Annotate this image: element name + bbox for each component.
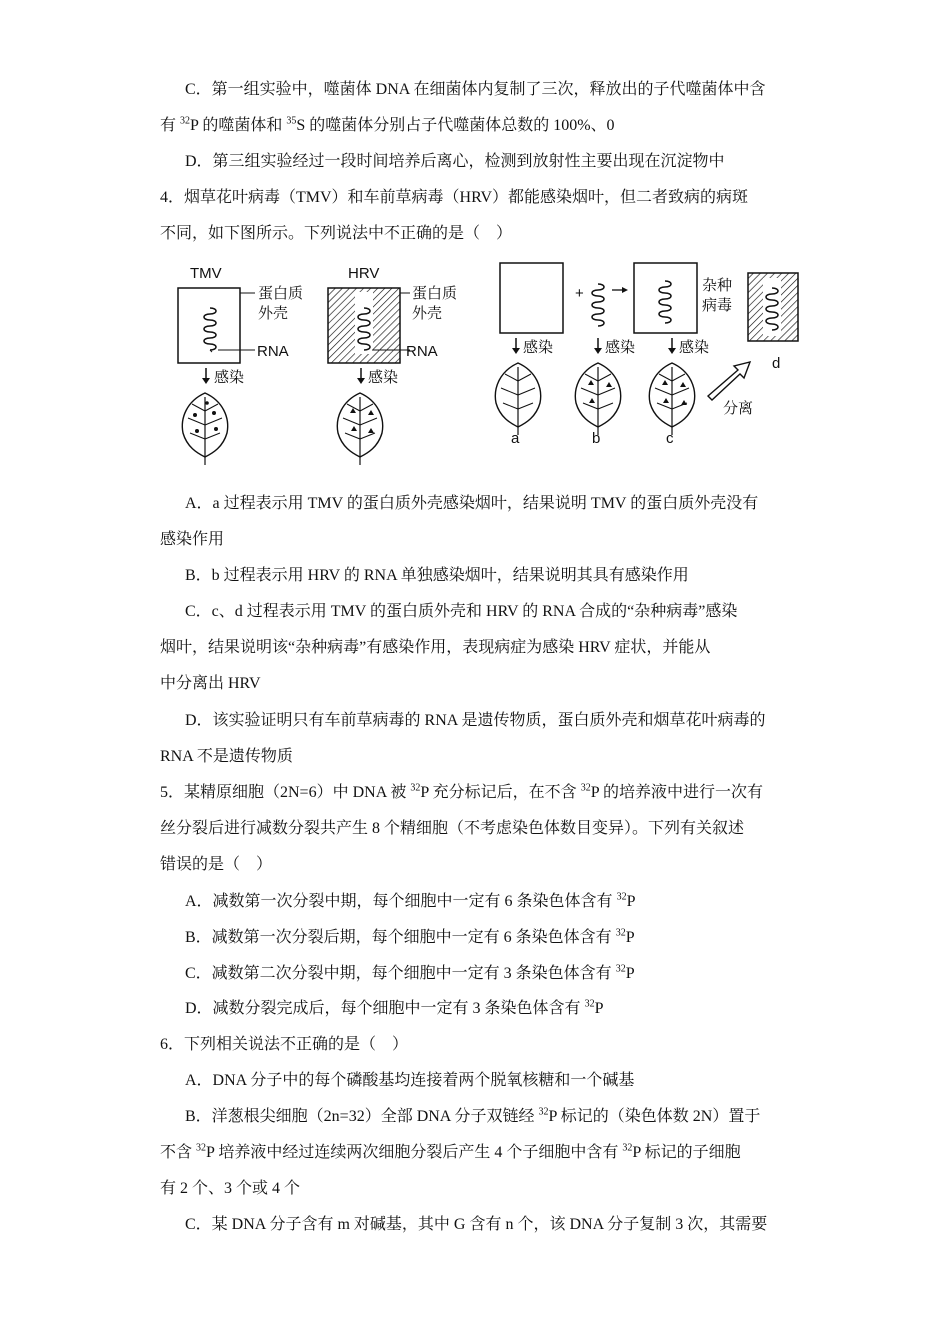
q4-stem-line1: 4．烟草花叶病毒（TMV）和车前草病毒（HRV）都能感染烟叶，但二者致病的病斑	[160, 189, 749, 206]
c-infect-label: 感染	[679, 339, 710, 356]
leaf-c-icon	[649, 363, 694, 435]
hrv-protein-label-2: 外壳	[412, 305, 443, 322]
q4-option-c-line2: 烟叶，结果说明该“杂种病毒”有感染作用，表现病症为感染 HRV 症状，并能从	[160, 639, 711, 656]
q3-option-c-line1: C．第一组实验中，噬菌体 DNA 在细菌体内复制了三次，释放出的子代噬菌体中含	[185, 81, 766, 98]
hrv-leaf-icon	[337, 393, 382, 465]
hrv-protein-label-1: 蛋白质	[412, 285, 458, 302]
tmv-rna-label: RNA	[257, 343, 289, 360]
label-a: a	[511, 430, 520, 447]
q5-stem-line2: 丝分裂后进行减数分裂共产生 8 个精细胞（不考虑染色体数目变异）。下列有关叙述	[160, 820, 745, 837]
tmv-protein-label-1: 蛋白质	[258, 285, 304, 302]
tmv-infect-label: 感染	[214, 369, 245, 386]
label-c: c	[666, 430, 674, 447]
b-infect-label: 感染	[605, 339, 636, 356]
q4-option-a-line2: 感染作用	[160, 531, 225, 548]
plus-sign: +	[575, 285, 584, 302]
q6-option-c: C．某 DNA 分子含有 m 对碱基，其中 G 含有 n 个，该 DNA 分子复制 3 次，其需要	[185, 1216, 768, 1233]
hybrid-label-1: 杂种	[702, 277, 733, 294]
tmv-leaf-icon	[182, 393, 227, 465]
q6-option-a: A．DNA 分子中的每个磷酸基均连接着两个脱氧核糖和一个碱基	[185, 1072, 635, 1089]
q5-stem-line1: 5．某精原细胞（2N=6）中 DNA 被 $^{32}$P 充分标记后，在不含 $^{32}$P 的培养液中进行一次有	[160, 782, 763, 801]
q5-option-c: C．减数第二次分裂中期，每个细胞中一定有 3 条染色体含有 $^{32}$P	[185, 963, 635, 982]
q6-option-b-line1: B．洋葱根尖细胞（2n=32）全部 DNA 分子双链经 $^{32}$P 标记的（染色体数 2N）置于	[185, 1106, 761, 1125]
hrv-rna-only	[592, 284, 604, 326]
leaf-b-icon	[575, 363, 620, 435]
q4-stem-line2: 不同，如下图所示。下列说法中不正确的是（ ）	[160, 225, 513, 242]
hrv-rna-label: RNA	[406, 343, 438, 360]
q6-option-b-line3: 有 2 个、3 个或 4 个	[160, 1180, 301, 1197]
label-b: b	[592, 430, 601, 447]
separate-arrow-icon	[708, 362, 750, 400]
q5-option-b: B．减数第一次分裂后期，每个细胞中一定有 6 条染色体含有 $^{32}$P	[185, 927, 635, 946]
q4-option-c-line3: 中分离出 HRV	[160, 675, 261, 692]
a-infect-label: 感染	[523, 339, 554, 356]
hrv-infect-label: 感染	[368, 369, 399, 386]
hybrid-label-2: 病毒	[702, 297, 733, 314]
q4-option-d-line2: RNA 不是遗传物质	[160, 748, 293, 765]
leaf-a-icon	[495, 363, 540, 435]
tmv-label: TMV	[190, 265, 222, 282]
q6-stem: 6．下列相关说法不正确的是（ ）	[160, 1036, 409, 1053]
virus-infection-figure	[160, 258, 820, 468]
q4-option-a-line1: A．a 过程表示用 TMV 的蛋白质外壳感染烟叶，结果说明 TMV 的蛋白质外壳没有	[185, 495, 759, 512]
q5-option-a: A．减数第一次分裂中期，每个细胞中一定有 6 条染色体含有 $^{32}$P	[185, 891, 636, 910]
q6-option-b-line2: 不含 $^{32}$P 培养液中经过连续两次细胞分裂后产生 4 个子细胞中含有 $^{32}$P 标记的子细胞	[160, 1142, 741, 1161]
tmv-shell-only	[500, 263, 563, 333]
q4-option-b: B．b 过程表示用 HRV 的 RNA 单独感染烟叶，结果说明其具有感染作用	[185, 567, 689, 584]
q4-option-c-line1: C．c、d 过程表示用 TMV 的蛋白质外壳和 HRV 的 RNA 合成的“杂种病毒”感染	[185, 603, 738, 620]
q5-stem-line3: 错误的是（ ）	[160, 856, 273, 873]
q3-option-d: D．第三组实验经过一段时间培养后离心，检测到放射性主要出现在沉淀物中	[185, 153, 725, 170]
q5-option-d: D．减数分裂完成后，每个细胞中一定有 3 条染色体含有 $^{32}$P	[185, 998, 604, 1017]
q4-option-d-line1: D．该实验证明只有车前草病毒的 RNA 是遗传物质，蛋白质外壳和烟草花叶病毒的	[185, 712, 766, 729]
q3-option-c-line2: 有 $^{32}$P 的噬菌体和 $^{35}$S 的噬菌体分别占子代噬菌体总数的 100%、0	[160, 115, 615, 134]
tmv-protein-label-2: 外壳	[258, 305, 289, 322]
hrv-label: HRV	[348, 265, 380, 282]
label-d: d	[772, 355, 781, 372]
separate-label: 分离	[723, 400, 754, 417]
